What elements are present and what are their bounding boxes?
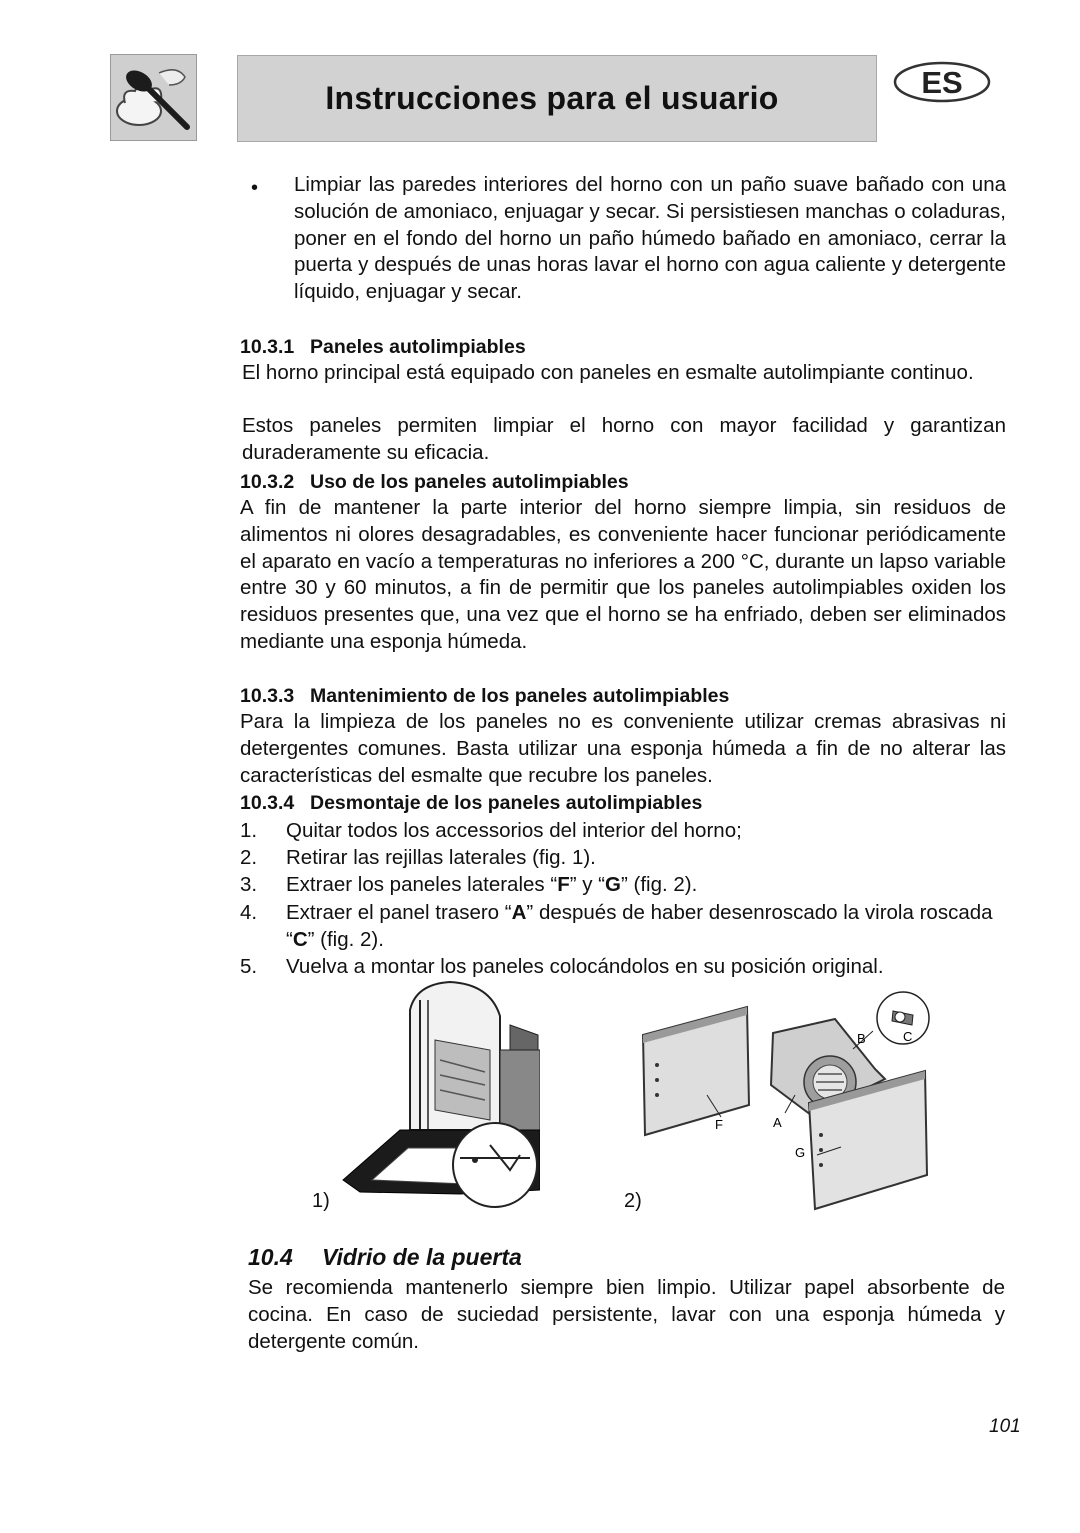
page-number: 101 [989, 1416, 1021, 1437]
section-heading-10-3-2: 10.3.2 Uso de los paneles autolimpiables [240, 471, 629, 493]
paragraph-10-4: Se recomienda mantenerlo siempre bien limpio. Utilizar papel absorbente de cocina. En caso de suciedad persistente, lavar con una esponja húmeda y detergente común. [248, 1276, 1005, 1353]
figure-2-label: 2) [624, 1190, 642, 1212]
steps-list [240, 817, 1005, 980]
section-heading-10-4: 10.4 Vidrio de la puerta [248, 1244, 522, 1270]
list-item: 5. Vuelva a montar los paneles colocándolos en su posición original. [240, 955, 884, 979]
callout-f: F [715, 1117, 723, 1132]
paragraph-10-3-1-b: Estos paneles permiten limpiar el horno con mayor facilidad y garantizan duraderamente su eficacia. [242, 414, 1006, 464]
callout-b: B [857, 1031, 866, 1046]
list-item: 2. Retirar las rejillas laterales (fig. 1). [240, 846, 596, 870]
intro-bullet-text: Limpiar las paredes interiores del horno con un paño suave bañado con una solución de amoniaco, enjuagar y secar. Si persistiesen manchas o coladuras, poner en el fondo del horno un paño húmedo bañado en amoniaco, cerrar la puerta y después de unas horas lavar el horno con agua caliente y detergente líquido, enjuagar y secar. [294, 173, 1006, 304]
figure-1-label: 1) [312, 1190, 330, 1212]
language-badge [892, 60, 992, 104]
section-heading-10-3-1: 10.3.1 Paneles autolimpiables [240, 336, 526, 358]
section-heading-10-3-4: 10.3.4 Desmontaje de los paneles autolimpiables [240, 792, 703, 814]
paragraph-10-3-3: Para la limpieza de los paneles no es conveniente utilizar cremas abrasivas ni detergentes comunes. Basta utilizar una esponja húmeda a fin de no alterar las características del esmalte que recubre los paneles. [240, 710, 1006, 787]
section-heading-10-3-3: 10.3.3 Mantenimiento de los paneles autolimpiables [240, 685, 730, 707]
list-item: 4. Extraer el panel trasero “A” después de haber desenroscado la virola roscada “C” (fig. 2). [240, 900, 993, 951]
list-item: 1. Quitar todos los accessorios del interior del horno; [240, 819, 742, 842]
paragraph-10-3-2: A fin de mantener la parte interior del horno siempre limpia, sin residuos de alimentos ni olores desagradables, es conveniente hacer funcionar periódicamente el aparato en vacío a temperaturas no inferiores a 200 °C, durante un lapso variable entre 30 y 60 minutos, a fin de permitir que los paneles autolimpiables oxiden los residuos presentes que, una vez que el horno se ha enfriado, deben ser eliminados mediante una esponja húmeda. [240, 496, 1006, 653]
spoon-chef-hat-icon [111, 55, 198, 142]
page-title: Instrucciones para el usuario [325, 80, 779, 116]
brand-logo [110, 54, 197, 141]
figure-1-oven-rack [340, 980, 540, 1210]
callout-c: C [903, 1029, 913, 1044]
list-item: 3. Extraer los paneles laterales “F” y “G” (fig. 2). [240, 873, 698, 897]
header-bar [237, 55, 877, 142]
paragraph-10-3-1-a: El horno principal está equipado con paneles en esmalte autolimpiante continuo. [242, 361, 974, 384]
callout-a: A [773, 1115, 782, 1130]
figure-2-panels [635, 985, 935, 1215]
language-code: ES [921, 65, 963, 100]
bullet-icon: • [251, 177, 259, 199]
callout-g: G [795, 1145, 806, 1160]
